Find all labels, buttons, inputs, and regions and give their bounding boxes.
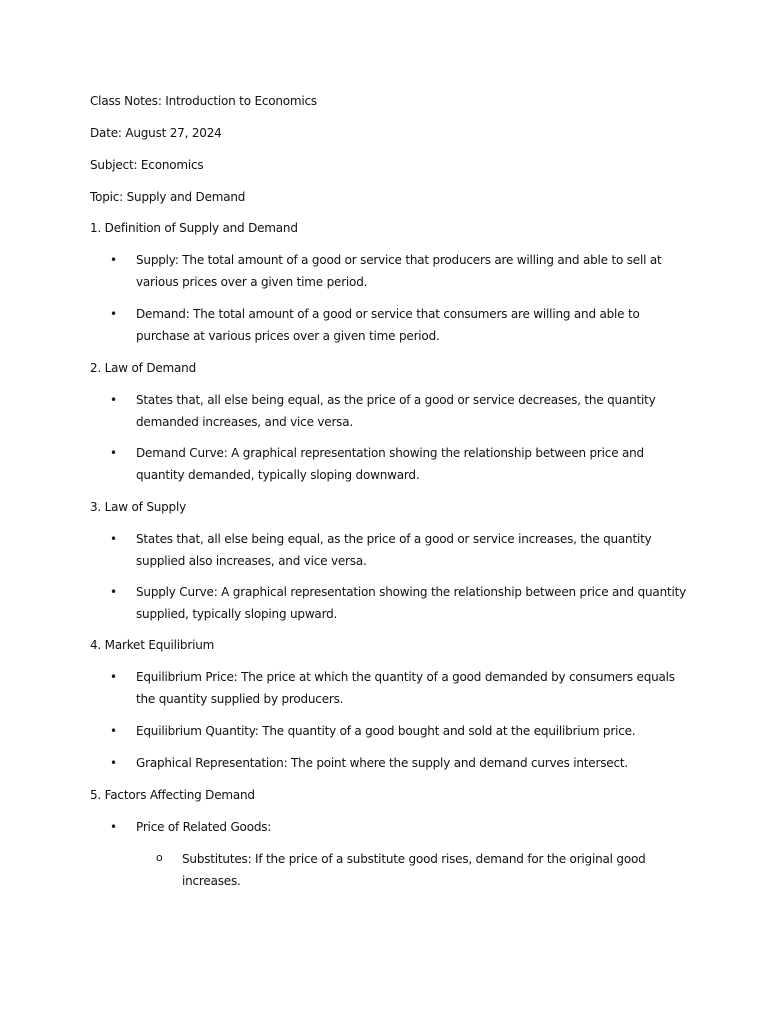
list-item-text: Price of Related Goods: — [136, 820, 272, 834]
list-item-text: Equilibrium Price: The price at which the quantity of a good demanded by consumers equals the quantity supplied by producers. — [136, 670, 675, 706]
sub-list-item — [156, 848, 690, 892]
list-item-text: Demand: The total amount of a good or service that consumers are willing and able to purchase at various prices over a given time period. — [136, 307, 640, 343]
section-heading-3: 3. Law of Supply — [90, 500, 187, 514]
bullet-icon: • — [110, 532, 117, 546]
list-item — [110, 389, 690, 433]
subject-line: Subject: Economics — [90, 158, 204, 172]
class-notes-title: Class Notes: Introduction to Economics — [90, 94, 317, 108]
hollow-bullet-icon: o — [156, 851, 163, 864]
bullet-icon: • — [110, 756, 117, 770]
list-item — [110, 528, 690, 572]
topic-line: Topic: Supply and Demand — [90, 190, 246, 204]
list-item — [110, 303, 690, 347]
date-line: Date: August 27, 2024 — [90, 126, 222, 140]
list-item-text: States that, all else being equal, as the price of a good or service decreases, the quantity demanded increases, and vice versa. — [136, 393, 656, 429]
section-heading-5: 5. Factors Affecting Demand — [90, 788, 255, 802]
bullet-icon: • — [110, 670, 117, 684]
bullet-icon: • — [110, 307, 117, 321]
list-item-text: States that, all else being equal, as the price of a good or service increases, the quantity supplied also increases, and vice versa. — [136, 532, 652, 568]
list-item-text: Graphical Representation: The point where the supply and demand curves intersect. — [136, 756, 628, 770]
list-item — [110, 666, 690, 710]
bullet-icon: • — [110, 446, 117, 460]
list-item-text: Supply: The total amount of a good or service that producers are willing and able to sell at various prices over a given time period. — [136, 253, 662, 289]
list-item-text: Supply Curve: A graphical representation showing the relationship between price and quantity supplied, typically sloping upward. — [136, 585, 687, 621]
list-item — [110, 752, 690, 774]
bullet-icon: • — [110, 253, 117, 267]
list-item — [110, 249, 690, 293]
list-item — [110, 442, 690, 486]
list-item — [110, 581, 690, 625]
bullet-icon: • — [110, 724, 117, 738]
section-heading-4: 4. Market Equilibrium — [90, 638, 215, 652]
bullet-icon: • — [110, 820, 117, 834]
section-heading-2: 2. Law of Demand — [90, 361, 197, 375]
list-item-text: Equilibrium Quantity: The quantity of a good bought and sold at the equilibrium price. — [136, 724, 636, 738]
bullet-icon: • — [110, 393, 117, 407]
list-item — [110, 816, 690, 838]
bullet-icon: • — [110, 585, 117, 599]
sub-list-item-text: Substitutes: If the price of a substitute good rises, demand for the original good increases. — [182, 852, 646, 888]
section-heading-1: 1. Definition of Supply and Demand — [90, 221, 298, 235]
list-item — [110, 720, 690, 742]
list-item-text: Demand Curve: A graphical representation showing the relationship between price and quantity demanded, typically sloping downward. — [136, 446, 644, 482]
